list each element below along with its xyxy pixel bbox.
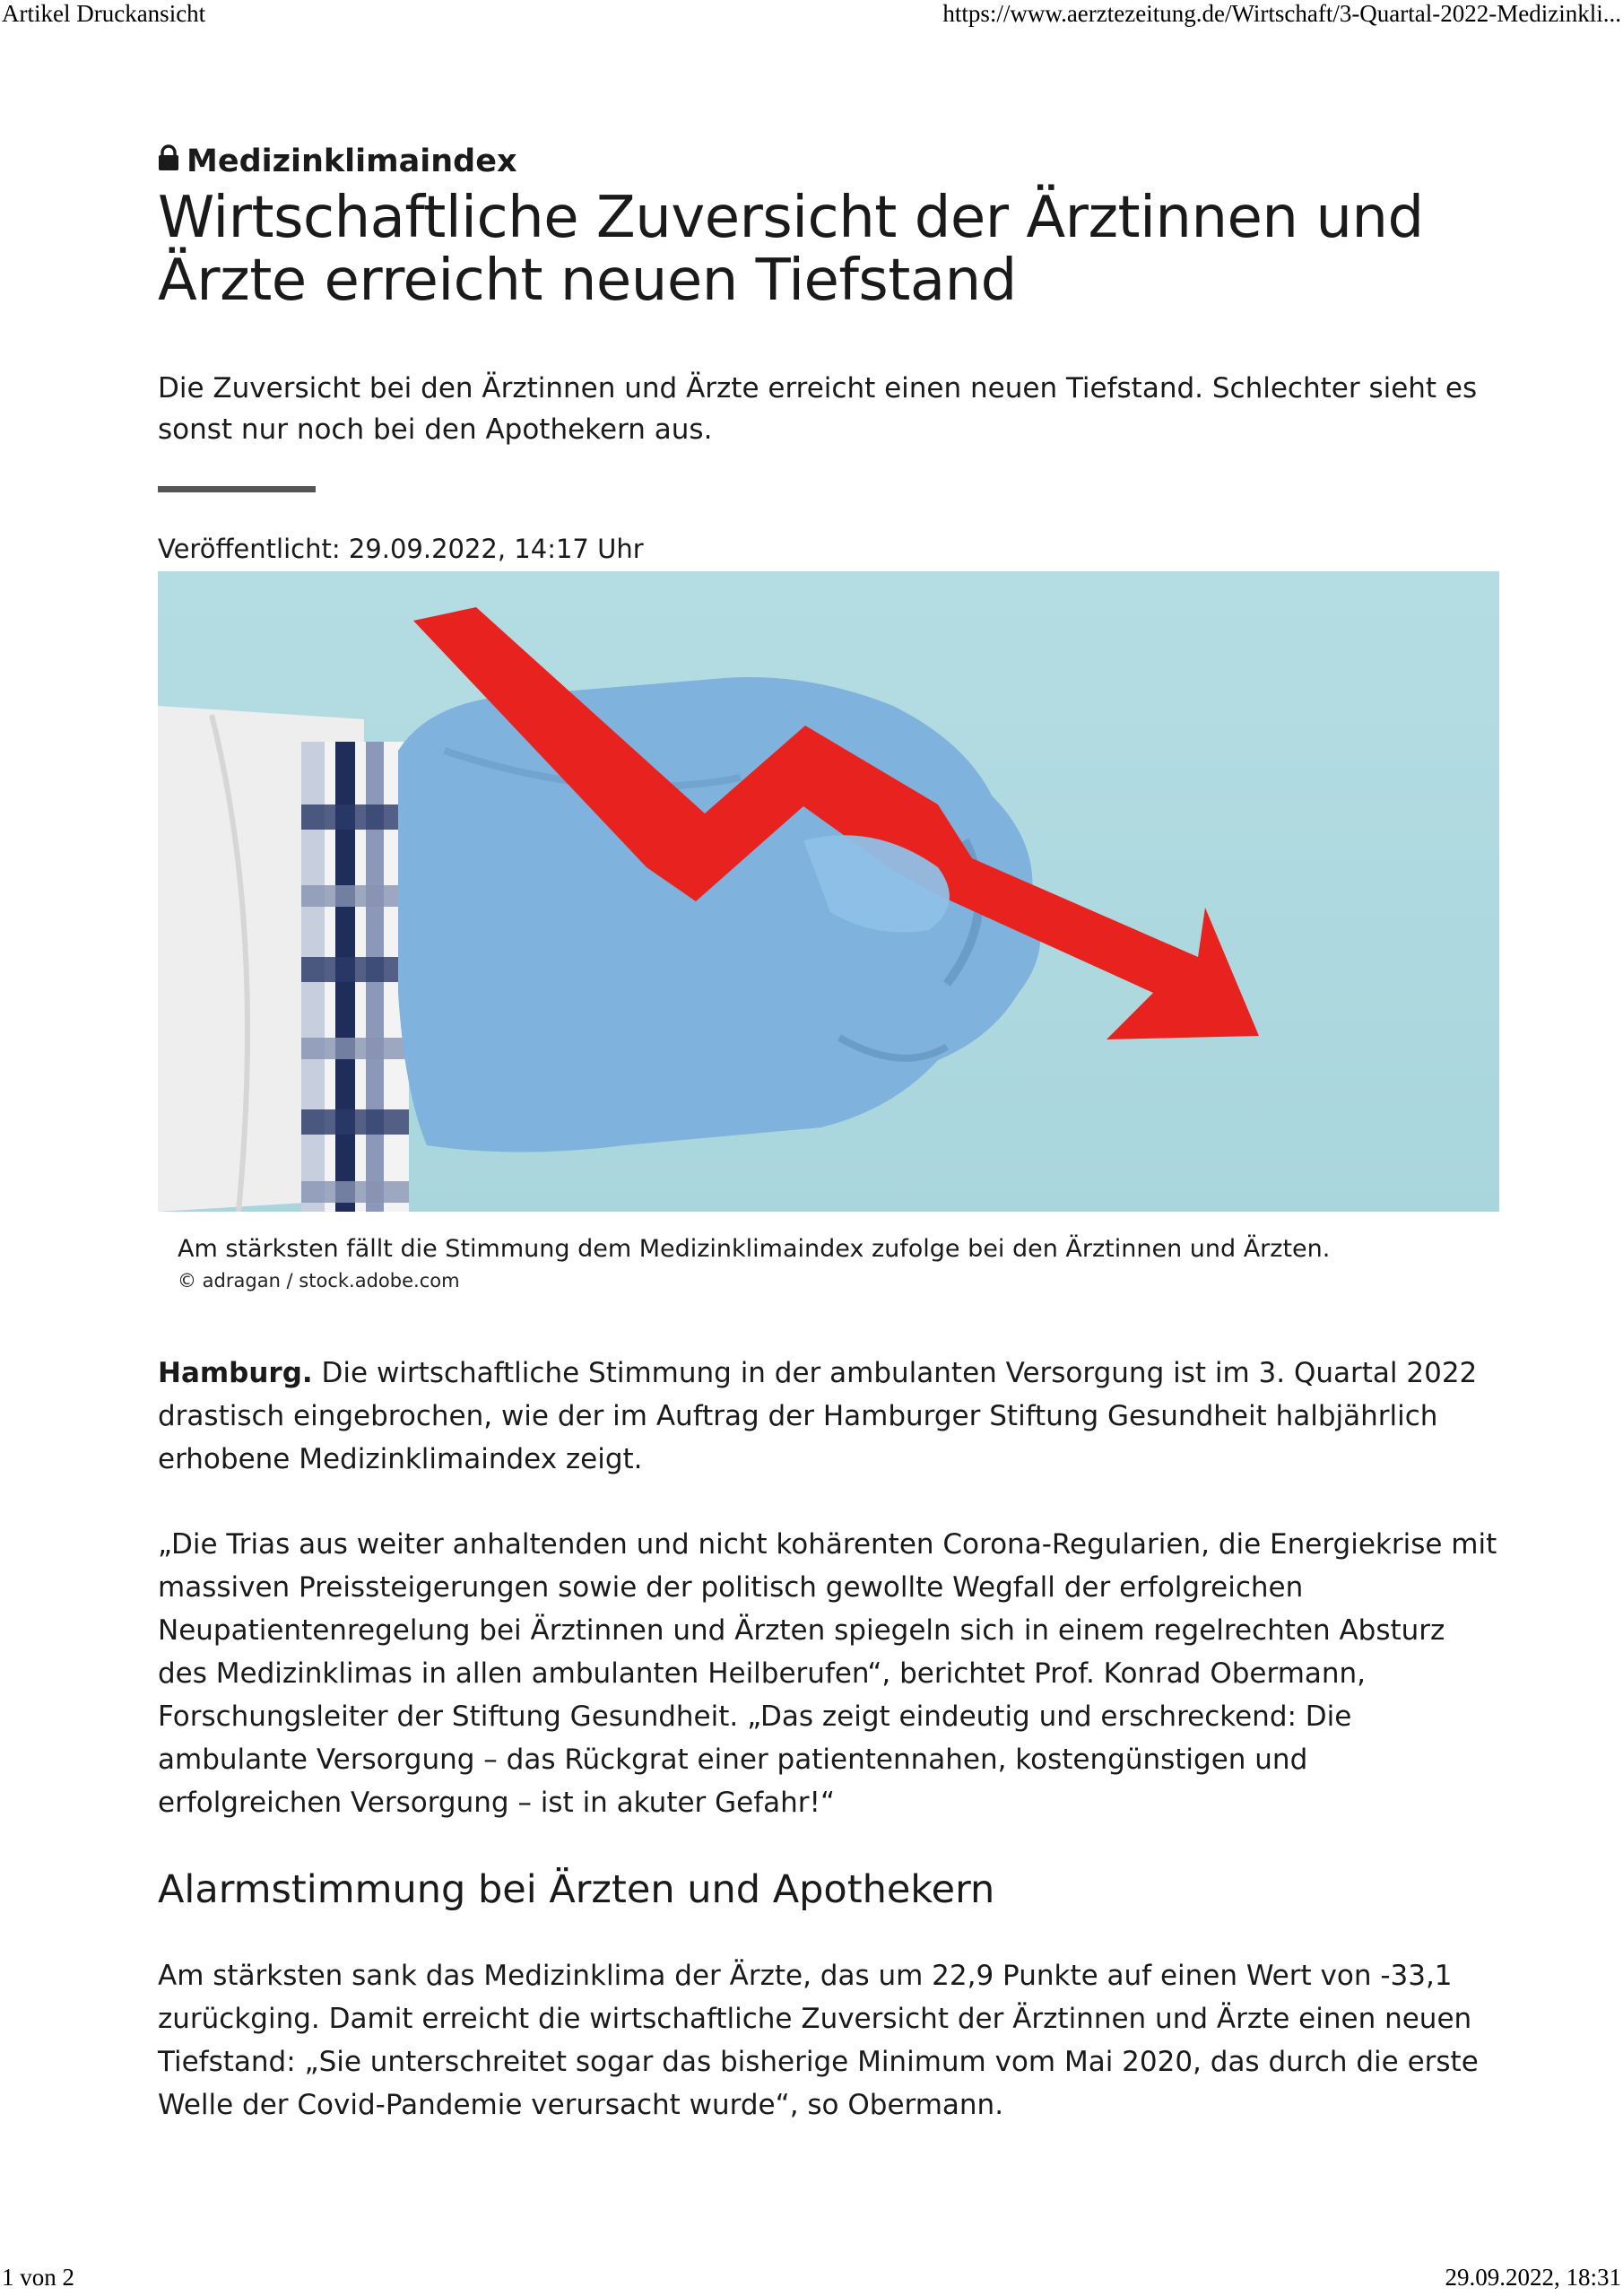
article-lead: Die Zuversicht bei den Ärztinnen und Ärzte erreicht einen neuen Tiefstand. Schlechter sieht es sonst nur noch bei den Apothekern aus. — [158, 372, 1478, 446]
print-header — [0, 0, 1623, 36]
print-timestamp: 29.09.2022, 18:31 — [1445, 2264, 1621, 2291]
dateline: Hamburg. — [158, 1357, 313, 1389]
article-image — [158, 571, 1499, 1212]
image-caption: Am stärksten fällt die Stimmung dem Medizinklimaindex zufolge bei den Ärztinnen und Ärzten. — [178, 1235, 1331, 1263]
paragraph-text: Die wirtschaftliche Stimmung in der ambulanten Versorgung ist im 3. Quartal 2022 drastisch eingebrochen, wie der im Auftrag der Hamburger Stiftung Gesundheit halbjährlich erhobene Medizinklimaindex zeigt. — [158, 1357, 1478, 1475]
print-footer — [0, 2264, 1623, 2296]
divider — [158, 486, 316, 492]
paragraph: „Die Trias aus weiter anhaltenden und nicht kohärenten Corona-Regularien, die Energiekrise mit massiven Preissteigerungen sowie der politisch gewollte Wegfall der erfolgreichen Neupatientenregelung bei Ärztinnen und Ärzten spiegeln sich in einem regelrechten Absturz des Medizinklimas in allen ambulanten Heilberufen“, berichtet Prof. Konrad Obermann, Forschungsleiter der Stiftung Gesundheit. „Das zeigt eindeutig und erschreckend: Die ambulante Versorgung – das Rückgrat einer patientennahen, kostengünstigen und erfolgreichen Versorgung – ist in akuter Gefahr!“ — [158, 1528, 1497, 1819]
section-heading: Alarmstimmung bei Ärzten und Apothekern — [158, 1867, 995, 1912]
print-header-title: Artikel Druckansicht — [2, 0, 206, 27]
article-figure — [158, 571, 1499, 1296]
print-header-url[interactable]: https://www.aerztezeitung.de/Wirtschaft/3-Quartal-2022-Medizinkli... — [942, 0, 1621, 27]
article — [158, 140, 1499, 2169]
lock-icon — [158, 140, 179, 183]
kicker-label[interactable]: Medizinklimaindex — [187, 144, 517, 179]
image-credit: © adragan / stock.adobe.com — [178, 1270, 460, 1292]
page-number: 1 von 2 — [2, 2264, 74, 2291]
kicker — [158, 140, 1499, 183]
published-date: Veröffentlicht: 29.09.2022, 14:17 Uhr — [158, 534, 644, 564]
gloved-hand-with-red-down-arrow-illustration — [158, 571, 1499, 1212]
article-body — [158, 1352, 1499, 2126]
paragraph — [158, 1352, 1499, 1481]
article-title: Wirtschaftliche Zuversicht der Ärztinnen und Ärzte erreicht neuen Tiefstand — [158, 185, 1424, 314]
paragraph: Am stärksten sank das Medizinklima der Ärzte, das um 22,9 Punkte auf einen Wert von -33,1 zurückging. Damit erreicht die wirtschaftliche Zuversicht der Ärztinnen und Ärzte einen neuen Tiefstand: „Sie unterschreitet sogar das bisherige Minimum vom Mai 2020, das durch die erste Welle der Covid-Pandemie verursacht wurde“, so Obermann. — [158, 1960, 1479, 2121]
